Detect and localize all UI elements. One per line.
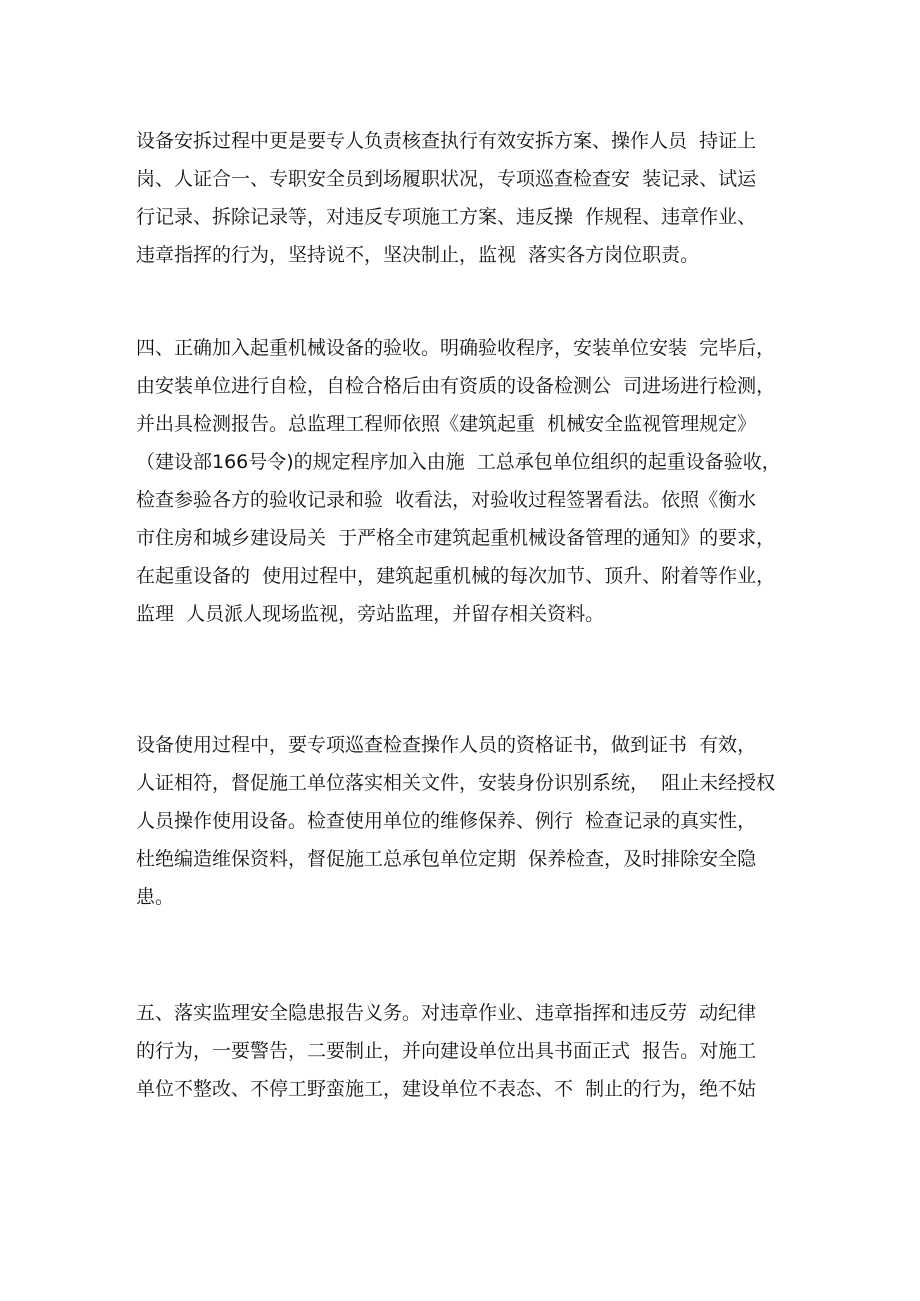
text-line: 并出具检测报告。总监理工程师依照《建筑起重 机械安全监视管理规定》 <box>136 413 757 435</box>
text-line: 人证相符，督促施工单位落实相关文件，安装身份识别系统， 阻止未经授权 <box>136 772 776 794</box>
text-line: 设备安拆过程中更是要专人负责核查执行有效安拆方案、操作人员 持证上 <box>136 130 757 152</box>
paragraph-section-four-acceptance <box>136 329 816 633</box>
text-line: 市住房和城乡建设局关 于严格全市建筑起重机械设备管理的通知》的要求， <box>136 527 776 549</box>
paragraph-equipment-usage <box>136 726 816 916</box>
text-line: 在起重设备的 使用过程中，建筑起重机械的每次加节、顶升、附着等作业， <box>136 565 776 587</box>
text-line: 行记录、拆除记录等，对违反专项施工方案、违反操 作规程、违章作业、 <box>136 206 757 228</box>
text-line: 检查参验各方的验收记录和验 收看法，对验收过程签署看法。依照《衡水 <box>136 489 757 511</box>
text-line: 四、正确加入起重机械设备的验收。明确验收程序，安装单位安装 完毕后， <box>136 337 776 359</box>
text-line: 设备使用过程中，要专项巡查检查操作人员的资格证书，做到证书 有效， <box>136 734 757 756</box>
text-line: 单位不整改、不停工野蛮施工，建设单位不表态、不 制止的行为，绝不姑 <box>136 1078 757 1100</box>
text-line: 岗、人证合一、专职安全员到场履职状况，专项巡查检查安 装记录、试运 <box>136 168 757 190</box>
text-line: 违章指挥的行为，坚持说不，坚决制止，监视 落实各方岗位职责。 <box>136 244 700 266</box>
text-line: 监理 人员派人现场监视，旁站监理，并留存相关资料。 <box>136 603 605 625</box>
text-line: 五、落实监理安全隐患报告义务。对违章作业、违章指挥和违反劳 动纪律 <box>136 1002 757 1024</box>
paragraph-section-five-reporting <box>136 994 816 1108</box>
text-line: 杜绝编造维保资料，督促施工总承包单位定期 保养检查，及时排除安全隐 <box>136 848 757 870</box>
text-line: 的行为，一要警告，二要制止，并向建设单位出具书面正式 报告。对施工 <box>136 1040 757 1062</box>
text-line: 由安装单位进行自检，自检合格后由有资质的设备检测公 司进场进行检测， <box>136 375 776 397</box>
text-line: 患。 <box>136 886 175 908</box>
text-line: （建设部166号令)的规定程序加入由施 工总承包单位组织的起重设备验收， <box>136 451 781 473</box>
paragraph-installation-dismantling <box>136 122 816 274</box>
text-line: 人员操作使用设备。检查使用单位的维修保养、例行 检查记录的真实性， <box>136 810 757 832</box>
